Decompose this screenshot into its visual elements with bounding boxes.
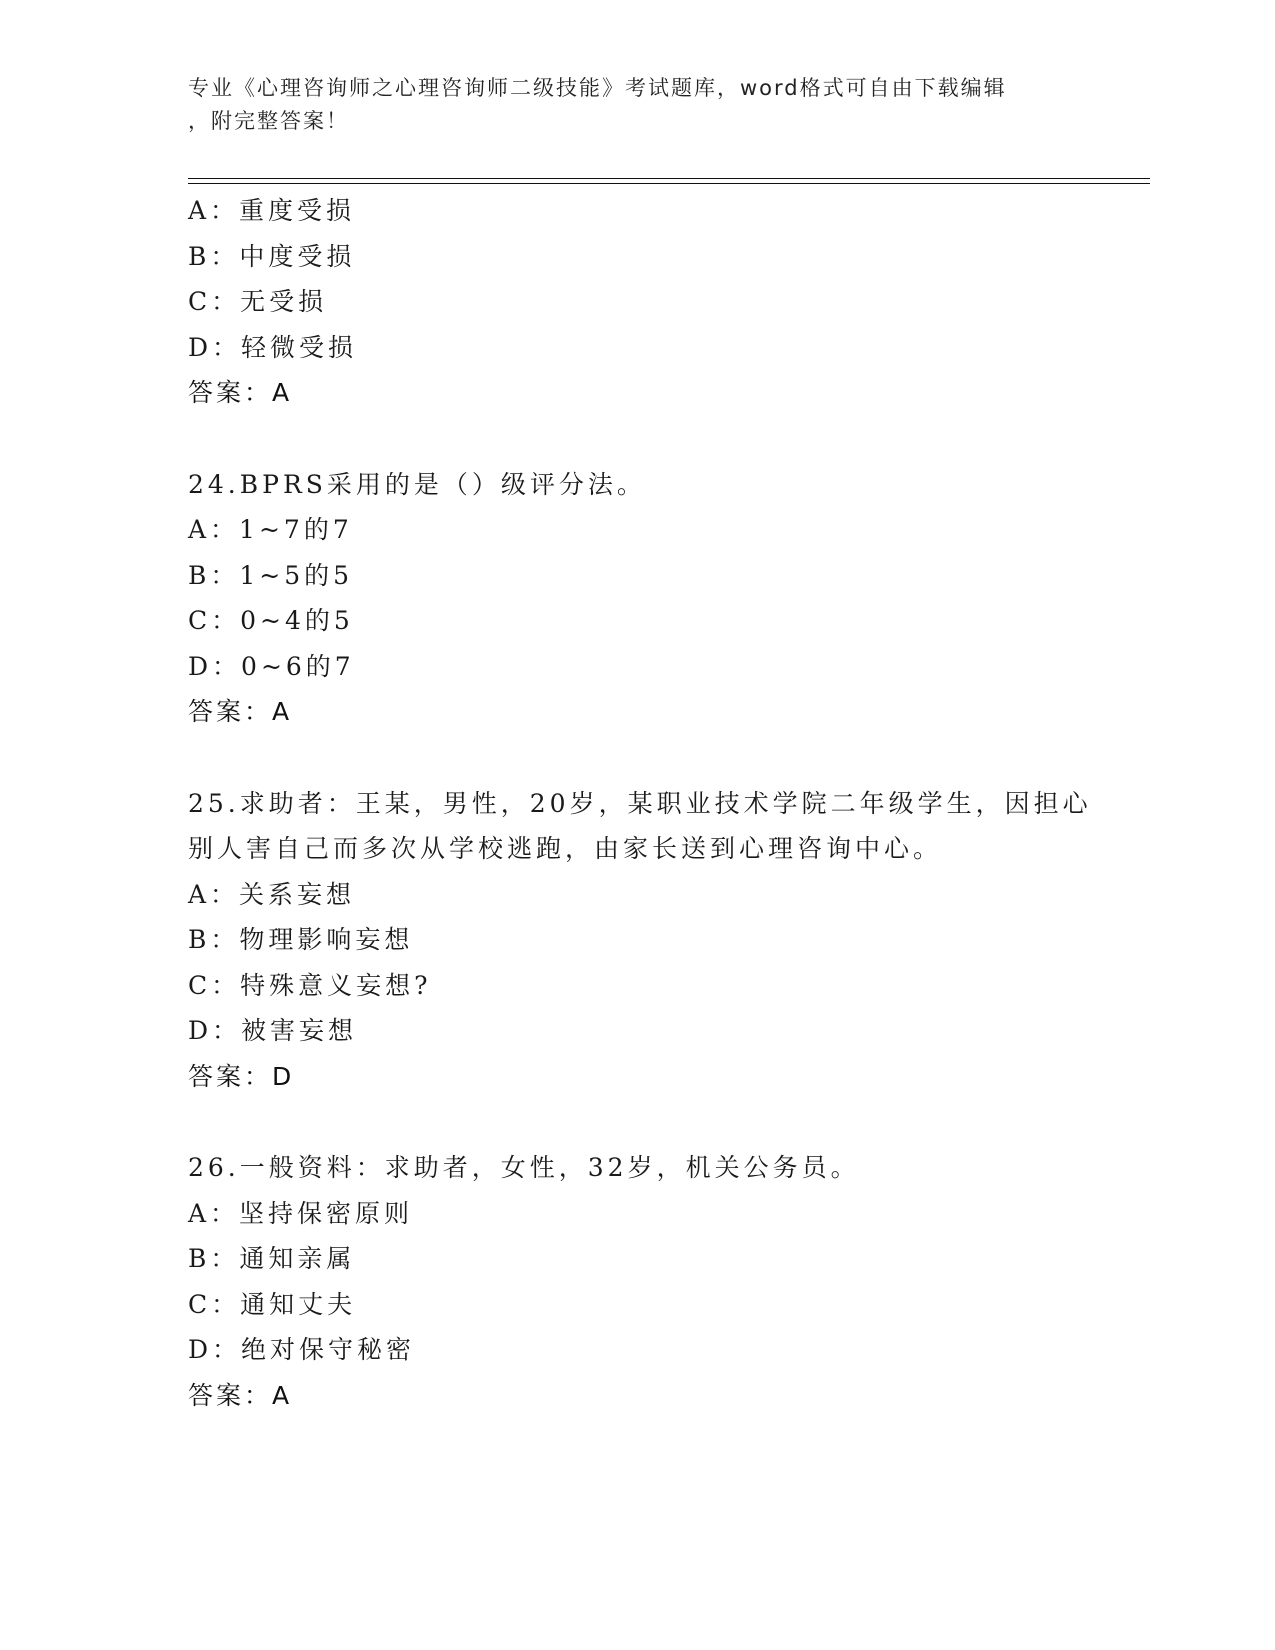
option-d: D：被害妄想 xyxy=(188,1016,358,1045)
option-a: A：坚持保密原则 xyxy=(188,1198,414,1228)
option-b: B：物理影响妄想 xyxy=(188,925,414,954)
question-list xyxy=(188,188,1148,1418)
header-divider-top xyxy=(188,178,1150,179)
question-block-25 xyxy=(188,781,1148,1100)
option-c: C：通知丈夫 xyxy=(188,1289,357,1319)
option-a: A：1~7的7 xyxy=(188,515,353,544)
option-d: D：绝对保守秘密 xyxy=(188,1335,416,1364)
answer-line: 答案：D xyxy=(188,1061,295,1091)
block-spacer xyxy=(188,1099,1148,1145)
question-block-26 xyxy=(188,1145,1148,1418)
question-text: 别人害自己而多次从学校逃跑，由家长送到心理咨询中心。 xyxy=(188,834,943,863)
header-line-2: ，附完整答案！ xyxy=(188,109,349,133)
option-d: D：0~6的7 xyxy=(188,651,355,681)
document-header xyxy=(188,72,1088,138)
answer-line: 答案：A xyxy=(188,697,293,726)
option-c: C：无受损 xyxy=(188,287,328,316)
option-a: A：关系妄想 xyxy=(188,879,356,909)
header-line-1: 专业《心理咨询师之心理咨询师二级技能》考试题库，word格式可自由下载编辑 xyxy=(188,76,1007,100)
option-c: C：0~4的5 xyxy=(188,606,354,635)
option-c: C：特殊意义妄想? xyxy=(188,970,432,1000)
option-d: D：轻微受损 xyxy=(188,332,358,362)
option-b: B：1~5的5 xyxy=(188,560,354,590)
question-text: 26.一般资料：求助者，女性，32岁，机关公务员。 xyxy=(188,1153,860,1182)
question-block-23 xyxy=(188,188,1148,416)
block-spacer xyxy=(188,735,1148,781)
header-divider-bottom xyxy=(188,183,1150,184)
block-spacer xyxy=(188,416,1148,462)
answer-line: 答案：A xyxy=(188,378,293,407)
question-text: 25.求助者：王某，男性，20岁，某职业技术学院二年级学生，因担心 xyxy=(188,788,1092,818)
question-block-24 xyxy=(188,462,1148,735)
option-b: B：中度受损 xyxy=(188,241,356,271)
option-b: B：通知亲属 xyxy=(188,1244,356,1273)
question-text: 24.BPRS采用的是（）级评分法。 xyxy=(188,469,646,499)
option-a: A：重度受损 xyxy=(188,196,356,225)
answer-line: 答案：A xyxy=(188,1380,293,1410)
